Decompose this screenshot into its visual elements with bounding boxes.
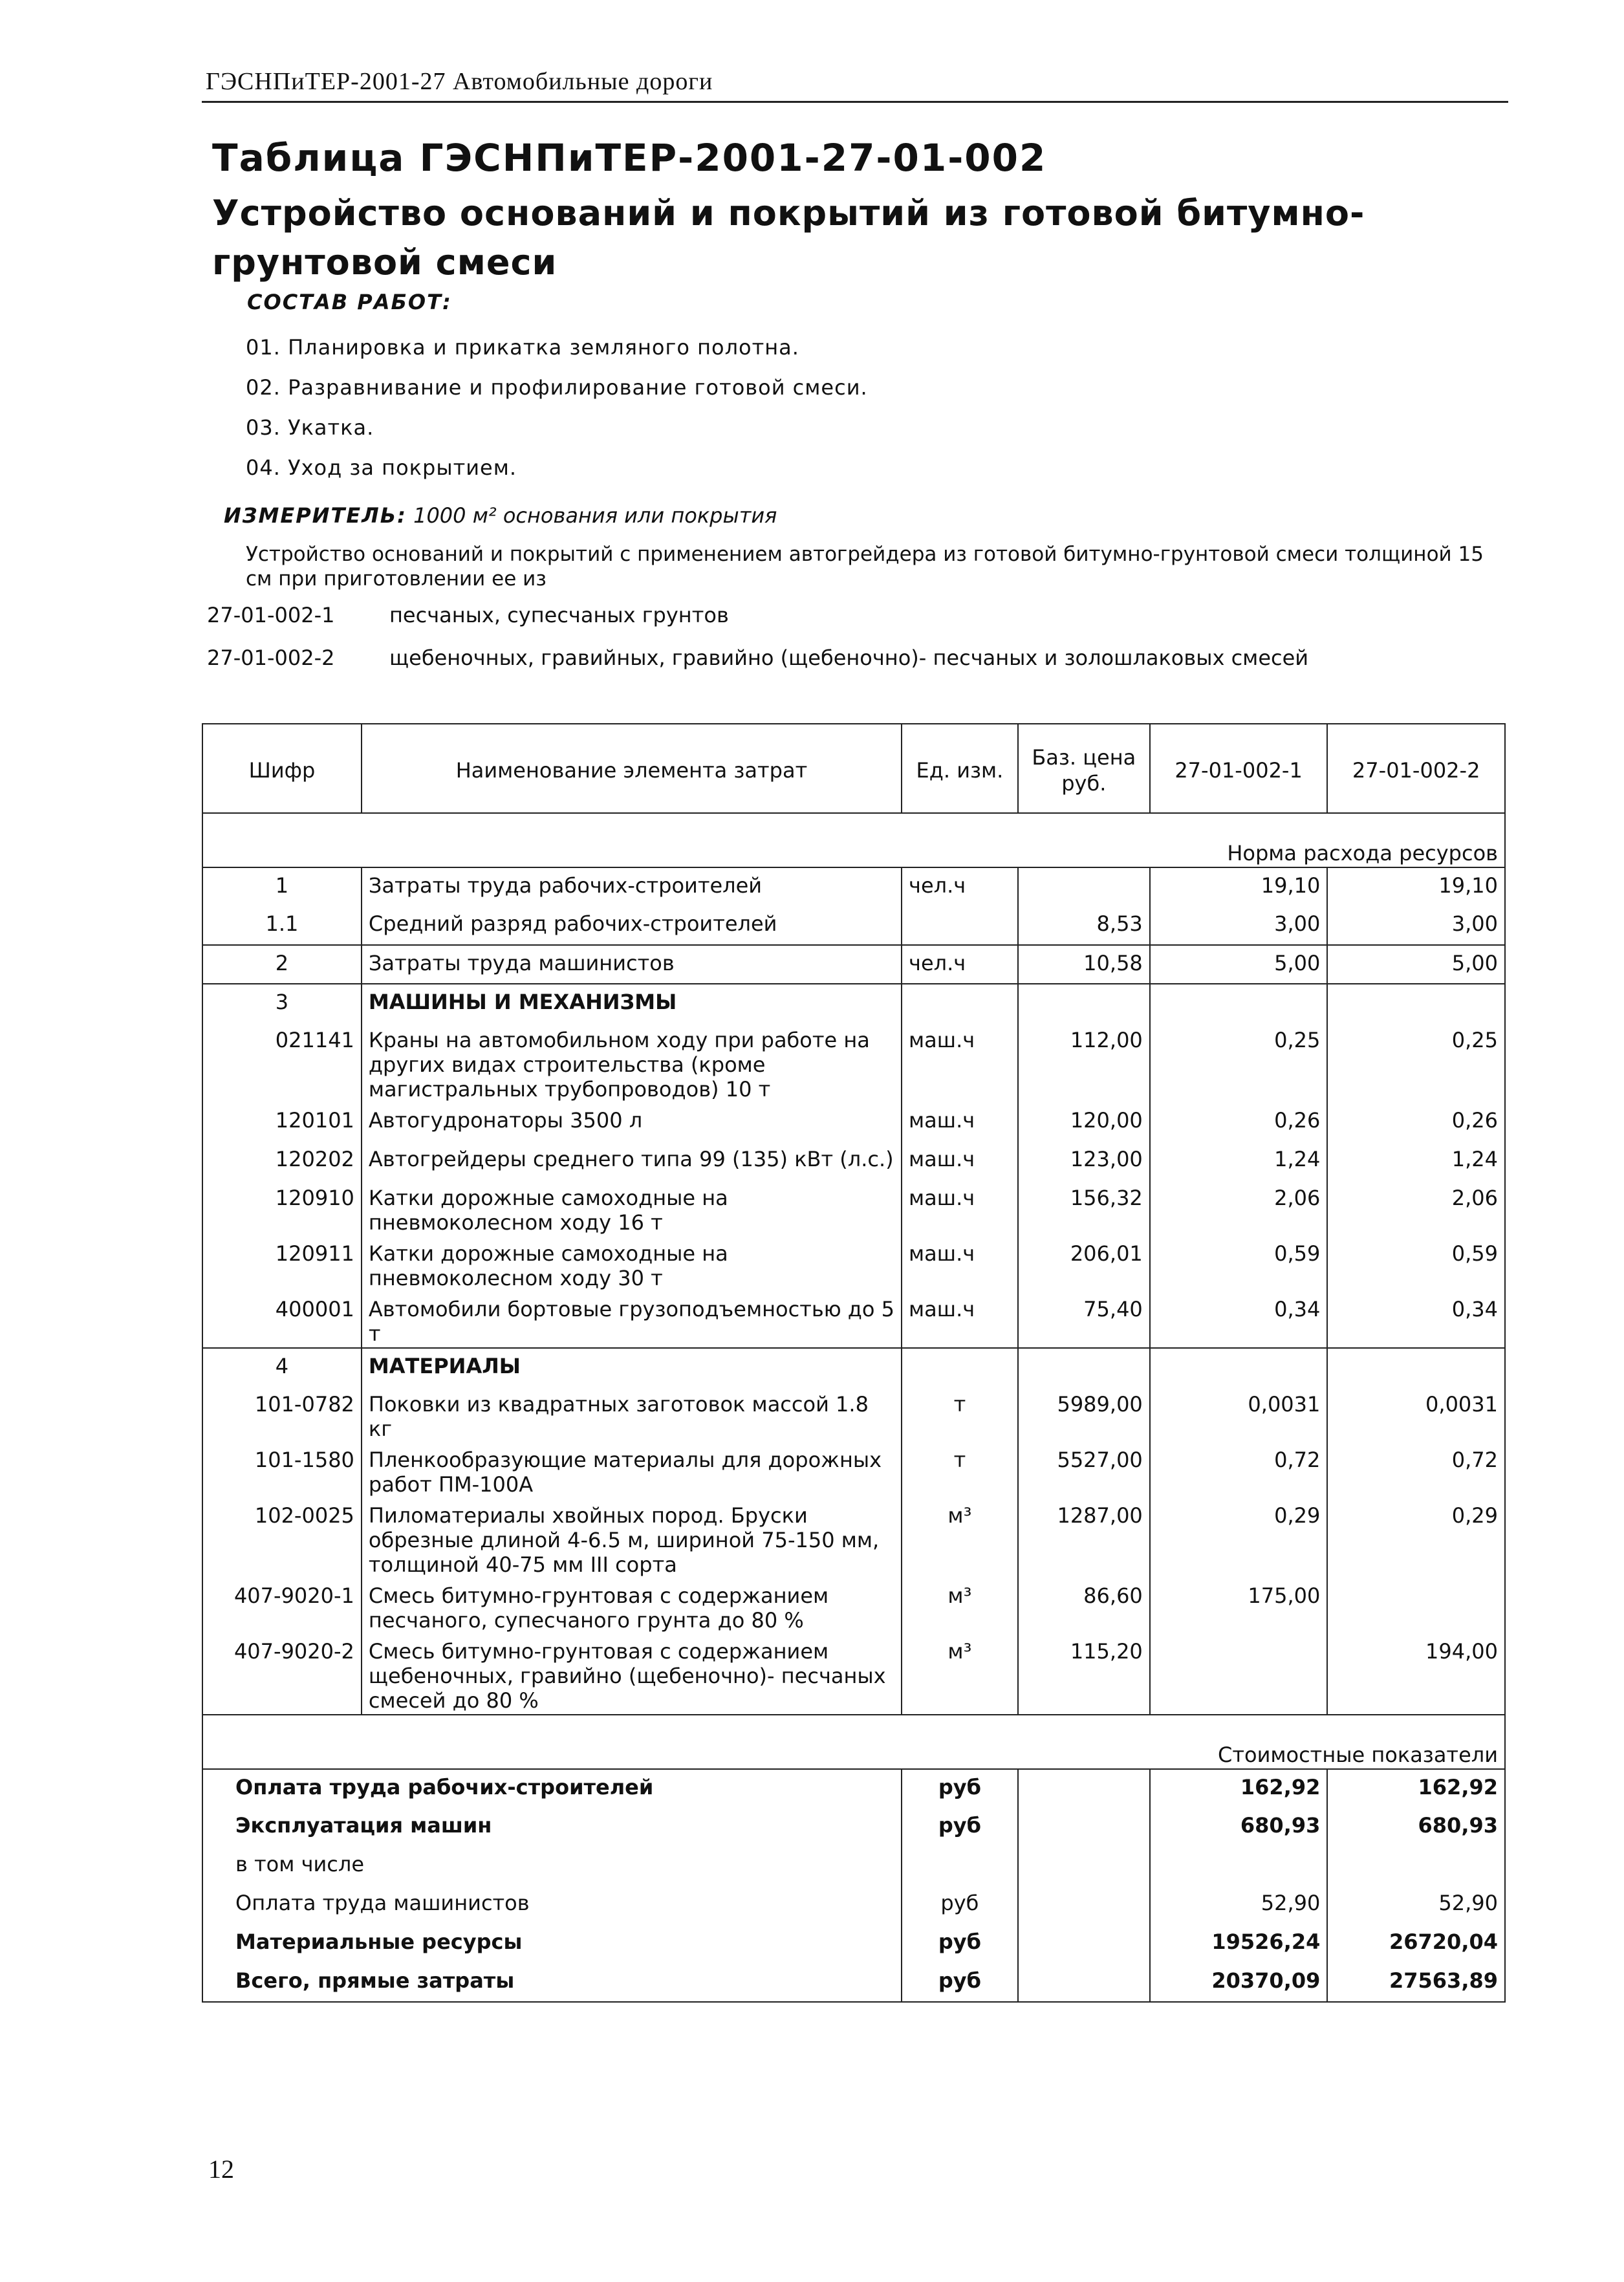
- table-row: [202, 1023, 1505, 1103]
- row-value-2: 0,72: [1327, 1442, 1505, 1498]
- row-value-1: 0,29: [1150, 1498, 1328, 1578]
- cost-value-1: [1150, 1847, 1328, 1885]
- cost-name: Эксплуатация машин: [202, 1808, 902, 1847]
- row-unit: т: [902, 1387, 1018, 1442]
- variant-line: [207, 646, 1308, 670]
- table-row: [202, 1103, 1505, 1142]
- table-row: [202, 1292, 1505, 1348]
- cost-value-1: 20370,09: [1150, 1963, 1328, 2002]
- cost-row: [202, 1808, 1505, 1847]
- row-unit: маш.ч: [902, 1180, 1018, 1236]
- variant-code: 27-01-002-2: [207, 646, 335, 670]
- row-value-1: 3,00: [1150, 906, 1328, 945]
- cost-value-2: 680,93: [1327, 1808, 1505, 1847]
- resource-table: [202, 723, 1506, 2003]
- meter-label: ИЗМЕРИТЕЛЬ:: [224, 503, 407, 528]
- row-price: [1018, 867, 1150, 906]
- row-name: Автомобили бортовые грузоподъемностью до 5 т: [362, 1292, 902, 1348]
- row-code: 101-0782: [202, 1387, 362, 1442]
- row-value-2: 0,0031: [1327, 1387, 1505, 1442]
- row-name: Затраты труда машинистов: [362, 945, 902, 984]
- row-name: Средний разряд рабочих-строителей: [362, 906, 902, 945]
- row-name: МАШИНЫ И МЕХАНИЗМЫ: [362, 984, 902, 1023]
- table-row: [202, 906, 1505, 945]
- work-item: 03. Укатка.: [246, 415, 374, 440]
- row-unit: м³: [902, 1578, 1018, 1634]
- row-value-1: 0,26: [1150, 1103, 1328, 1142]
- row-value-2: 2,06: [1327, 1180, 1505, 1236]
- row-value-1: 0,34: [1150, 1292, 1328, 1348]
- variant-text: песчаных, супесчаных грунтов: [389, 603, 729, 627]
- header-unit: Ед. изм.: [902, 724, 1018, 813]
- cost-name: Оплата труда машинистов: [202, 1885, 902, 1924]
- work-item: 02. Разравнивание и профилирование готовой смеси.: [246, 375, 868, 400]
- cost-name: Оплата труда рабочих-строителей: [202, 1769, 902, 1808]
- row-price: 86,60: [1018, 1578, 1150, 1634]
- header-col1: 27-01-002-1: [1150, 724, 1328, 813]
- row-code: 021141: [202, 1023, 362, 1103]
- cost-value-2: 27563,89: [1327, 1963, 1505, 2002]
- cost-name: Всего, прямые затраты: [202, 1963, 902, 2002]
- work-item: 01. Планировка и прикатка земляного полотна.: [246, 335, 799, 360]
- row-code: 120910: [202, 1180, 362, 1236]
- cost-unit: [902, 1847, 1018, 1885]
- row-code: 102-0025: [202, 1498, 362, 1578]
- row-value-2: 0,29: [1327, 1498, 1505, 1578]
- table-row: [202, 1180, 1505, 1236]
- table-row: [202, 1142, 1505, 1180]
- cost-value-2: [1327, 1847, 1505, 1885]
- header-name: Наименование элемента затрат: [362, 724, 902, 813]
- row-name: Автогудронаторы 3500 л: [362, 1103, 902, 1142]
- row-value-1: 175,00: [1150, 1578, 1328, 1634]
- table-row: [202, 1634, 1505, 1715]
- row-price: 115,20: [1018, 1634, 1150, 1715]
- cost-value-1: 19526,24: [1150, 1924, 1328, 1963]
- row-unit: [902, 1348, 1018, 1387]
- row-value-2: 0,26: [1327, 1103, 1505, 1142]
- section-row-machines: [202, 984, 1505, 1023]
- row-value-2: 194,00: [1327, 1634, 1505, 1715]
- header-price: Баз. цена руб.: [1018, 724, 1150, 813]
- cost-row: [202, 1769, 1505, 1808]
- cost-value-1: 680,93: [1150, 1808, 1328, 1847]
- row-value-1: [1150, 984, 1328, 1023]
- cost-price-blank: [1018, 1963, 1150, 2002]
- page-number: 12: [208, 2155, 234, 2184]
- cost-value-2: 52,90: [1327, 1885, 1505, 1924]
- cost-separator-row: [202, 1715, 1505, 1769]
- section-row-materials: [202, 1348, 1505, 1387]
- work-composition-label: СОСТАВ РАБОТ:: [247, 290, 452, 314]
- header-code: Шифр: [202, 724, 362, 813]
- row-value-2: 0,25: [1327, 1023, 1505, 1103]
- row-unit: чел.ч: [902, 867, 1018, 906]
- cost-value-2: 162,92: [1327, 1769, 1505, 1808]
- row-name: Поковки из квадратных заготовок массой 1.8 кг: [362, 1387, 902, 1442]
- row-name: Пленкообразующие материалы для дорожных работ ПМ-100А: [362, 1442, 902, 1498]
- cost-row-total: [202, 1963, 1505, 2002]
- cost-unit: руб: [902, 1885, 1018, 1924]
- cost-unit: руб: [902, 1924, 1018, 1963]
- row-price: 10,58: [1018, 945, 1150, 984]
- row-price: [1018, 984, 1150, 1023]
- cost-price-blank: [1018, 1847, 1150, 1885]
- row-unit: м³: [902, 1498, 1018, 1578]
- row-unit: чел.ч: [902, 945, 1018, 984]
- cost-price-blank: [1018, 1924, 1150, 1963]
- header-rule: [202, 101, 1508, 103]
- table-row: [202, 1498, 1505, 1578]
- cost-value-1: 52,90: [1150, 1885, 1328, 1924]
- row-name: Автогрейдеры среднего типа 99 (135) кВт (л.с.): [362, 1142, 902, 1180]
- row-unit: маш.ч: [902, 1023, 1018, 1103]
- row-value-1: 5,00: [1150, 945, 1328, 984]
- row-unit: маш.ч: [902, 1142, 1018, 1180]
- row-price: 1287,00: [1018, 1498, 1150, 1578]
- row-value-1: 0,72: [1150, 1442, 1328, 1498]
- cost-name: Материальные ресурсы: [202, 1924, 902, 1963]
- row-price: 112,00: [1018, 1023, 1150, 1103]
- cost-unit: руб: [902, 1808, 1018, 1847]
- row-price: 206,01: [1018, 1236, 1150, 1292]
- row-code: 407-9020-2: [202, 1634, 362, 1715]
- row-price: 156,32: [1018, 1180, 1150, 1236]
- cost-label: Стоимостные показатели: [202, 1715, 1505, 1769]
- row-price: 75,40: [1018, 1292, 1150, 1348]
- cost-row: [202, 1885, 1505, 1924]
- row-code: 120202: [202, 1142, 362, 1180]
- cost-price-blank: [1018, 1885, 1150, 1924]
- row-value-2: 19,10: [1327, 867, 1505, 906]
- row-price: 8,53: [1018, 906, 1150, 945]
- row-name: Смесь битумно-грунтовая с содержанием песчаного, супесчаного грунта до 80 %: [362, 1578, 902, 1634]
- row-value-1: 2,06: [1150, 1180, 1328, 1236]
- row-value-1: [1150, 1348, 1328, 1387]
- row-code: 101-1580: [202, 1442, 362, 1498]
- cost-row: [202, 1924, 1505, 1963]
- row-name: Катки дорожные самоходные на пневмоколесном ходу 30 т: [362, 1236, 902, 1292]
- row-name: Смесь битумно-грунтовая с содержанием щебеночных, гравийно (щебеночно)- песчаных смесей до 80 %: [362, 1634, 902, 1715]
- norm-label: Норма расхода ресурсов: [202, 813, 1505, 867]
- table-row: [202, 945, 1505, 984]
- row-code: 2: [202, 945, 362, 984]
- table-row: [202, 1387, 1505, 1442]
- row-code: 407-9020-1: [202, 1578, 362, 1634]
- row-unit: маш.ч: [902, 1103, 1018, 1142]
- row-code: 1: [202, 867, 362, 906]
- row-price: [1018, 1348, 1150, 1387]
- variant-text: щебеночных, гравийных, гравийно (щебеночно)- песчаных и золошлаковых смесей: [389, 646, 1309, 670]
- row-unit: маш.ч: [902, 1236, 1018, 1292]
- variant-code: 27-01-002-1: [207, 603, 335, 627]
- row-name: Затраты труда рабочих-строителей: [362, 867, 902, 906]
- row-value-1: 19,10: [1150, 867, 1328, 906]
- row-value-2: 1,24: [1327, 1142, 1505, 1180]
- row-name: МАТЕРИАЛЫ: [362, 1348, 902, 1387]
- row-unit: [902, 984, 1018, 1023]
- cost-row: [202, 1847, 1505, 1885]
- table-row: [202, 867, 1505, 906]
- cost-unit: руб: [902, 1769, 1018, 1808]
- header-col2: 27-01-002-2: [1327, 724, 1505, 813]
- row-price: 5989,00: [1018, 1387, 1150, 1442]
- row-value-1: 0,59: [1150, 1236, 1328, 1292]
- norm-separator-row: [202, 813, 1505, 867]
- row-unit: м³: [902, 1634, 1018, 1715]
- row-value-1: 1,24: [1150, 1142, 1328, 1180]
- row-unit: т: [902, 1442, 1018, 1498]
- row-value-2: 0,59: [1327, 1236, 1505, 1292]
- table-row: [202, 1236, 1505, 1292]
- row-code: 3: [202, 984, 362, 1023]
- row-code: 120911: [202, 1236, 362, 1292]
- row-name: Катки дорожные самоходные на пневмоколесном ходу 16 т: [362, 1180, 902, 1236]
- row-name: Краны на автомобильном ходу при работе на других видах строительства (кроме магистральных трубопроводов) 10 т: [362, 1023, 902, 1103]
- row-value-2: 3,00: [1327, 906, 1505, 945]
- cost-value-2: 26720,04: [1327, 1924, 1505, 1963]
- row-code: 400001: [202, 1292, 362, 1348]
- table-row: [202, 1578, 1505, 1634]
- row-price: 120,00: [1018, 1103, 1150, 1142]
- cost-price-blank: [1018, 1769, 1150, 1808]
- meter-text: 1000 м² основания или покрытия: [413, 503, 777, 528]
- cost-value-1: 162,92: [1150, 1769, 1328, 1808]
- table-subtitle: Устройство оснований и покрытий из готовой битумно-грунтовой смеси: [212, 193, 1365, 283]
- row-code: 4: [202, 1348, 362, 1387]
- row-value-1: [1150, 1634, 1328, 1715]
- variant-line: [207, 603, 729, 627]
- row-value-2: [1327, 1578, 1505, 1634]
- row-value-1: 0,0031: [1150, 1387, 1328, 1442]
- row-value-2: 5,00: [1327, 945, 1505, 984]
- row-price: 123,00: [1018, 1142, 1150, 1180]
- cost-unit: руб: [902, 1963, 1018, 2002]
- row-value-2: [1327, 1348, 1505, 1387]
- cost-price-blank: [1018, 1808, 1150, 1847]
- work-item: 04. Уход за покрытием.: [246, 455, 517, 480]
- row-code: 120101: [202, 1103, 362, 1142]
- row-unit: [902, 906, 1018, 945]
- table-title: Таблица ГЭСНПиТЕР-2001-27-01-002: [212, 136, 1047, 180]
- cost-name: в том числе: [202, 1847, 902, 1885]
- description: Устройство оснований и покрытий с применением автогрейдера из готовой битумно-грунтовой смеси толщиной 15 см при приготовлении ее из: [246, 543, 1484, 591]
- running-header: ГЭСНПиТЕР-2001-27 Автомобильные дороги: [206, 68, 713, 95]
- row-value-1: 0,25: [1150, 1023, 1328, 1103]
- table-row: [202, 1442, 1505, 1498]
- row-price: 5527,00: [1018, 1442, 1150, 1498]
- row-value-2: [1327, 984, 1505, 1023]
- row-unit: маш.ч: [902, 1292, 1018, 1348]
- meter-line: [224, 503, 777, 528]
- row-value-2: 0,34: [1327, 1292, 1505, 1348]
- table-header-row: [202, 724, 1505, 813]
- row-name: Пиломатериалы хвойных пород. Бруски обрезные длиной 4-6.5 м, шириной 75-150 мм, толщиной 40-75 мм III сорта: [362, 1498, 902, 1578]
- row-code: 1.1: [202, 906, 362, 945]
